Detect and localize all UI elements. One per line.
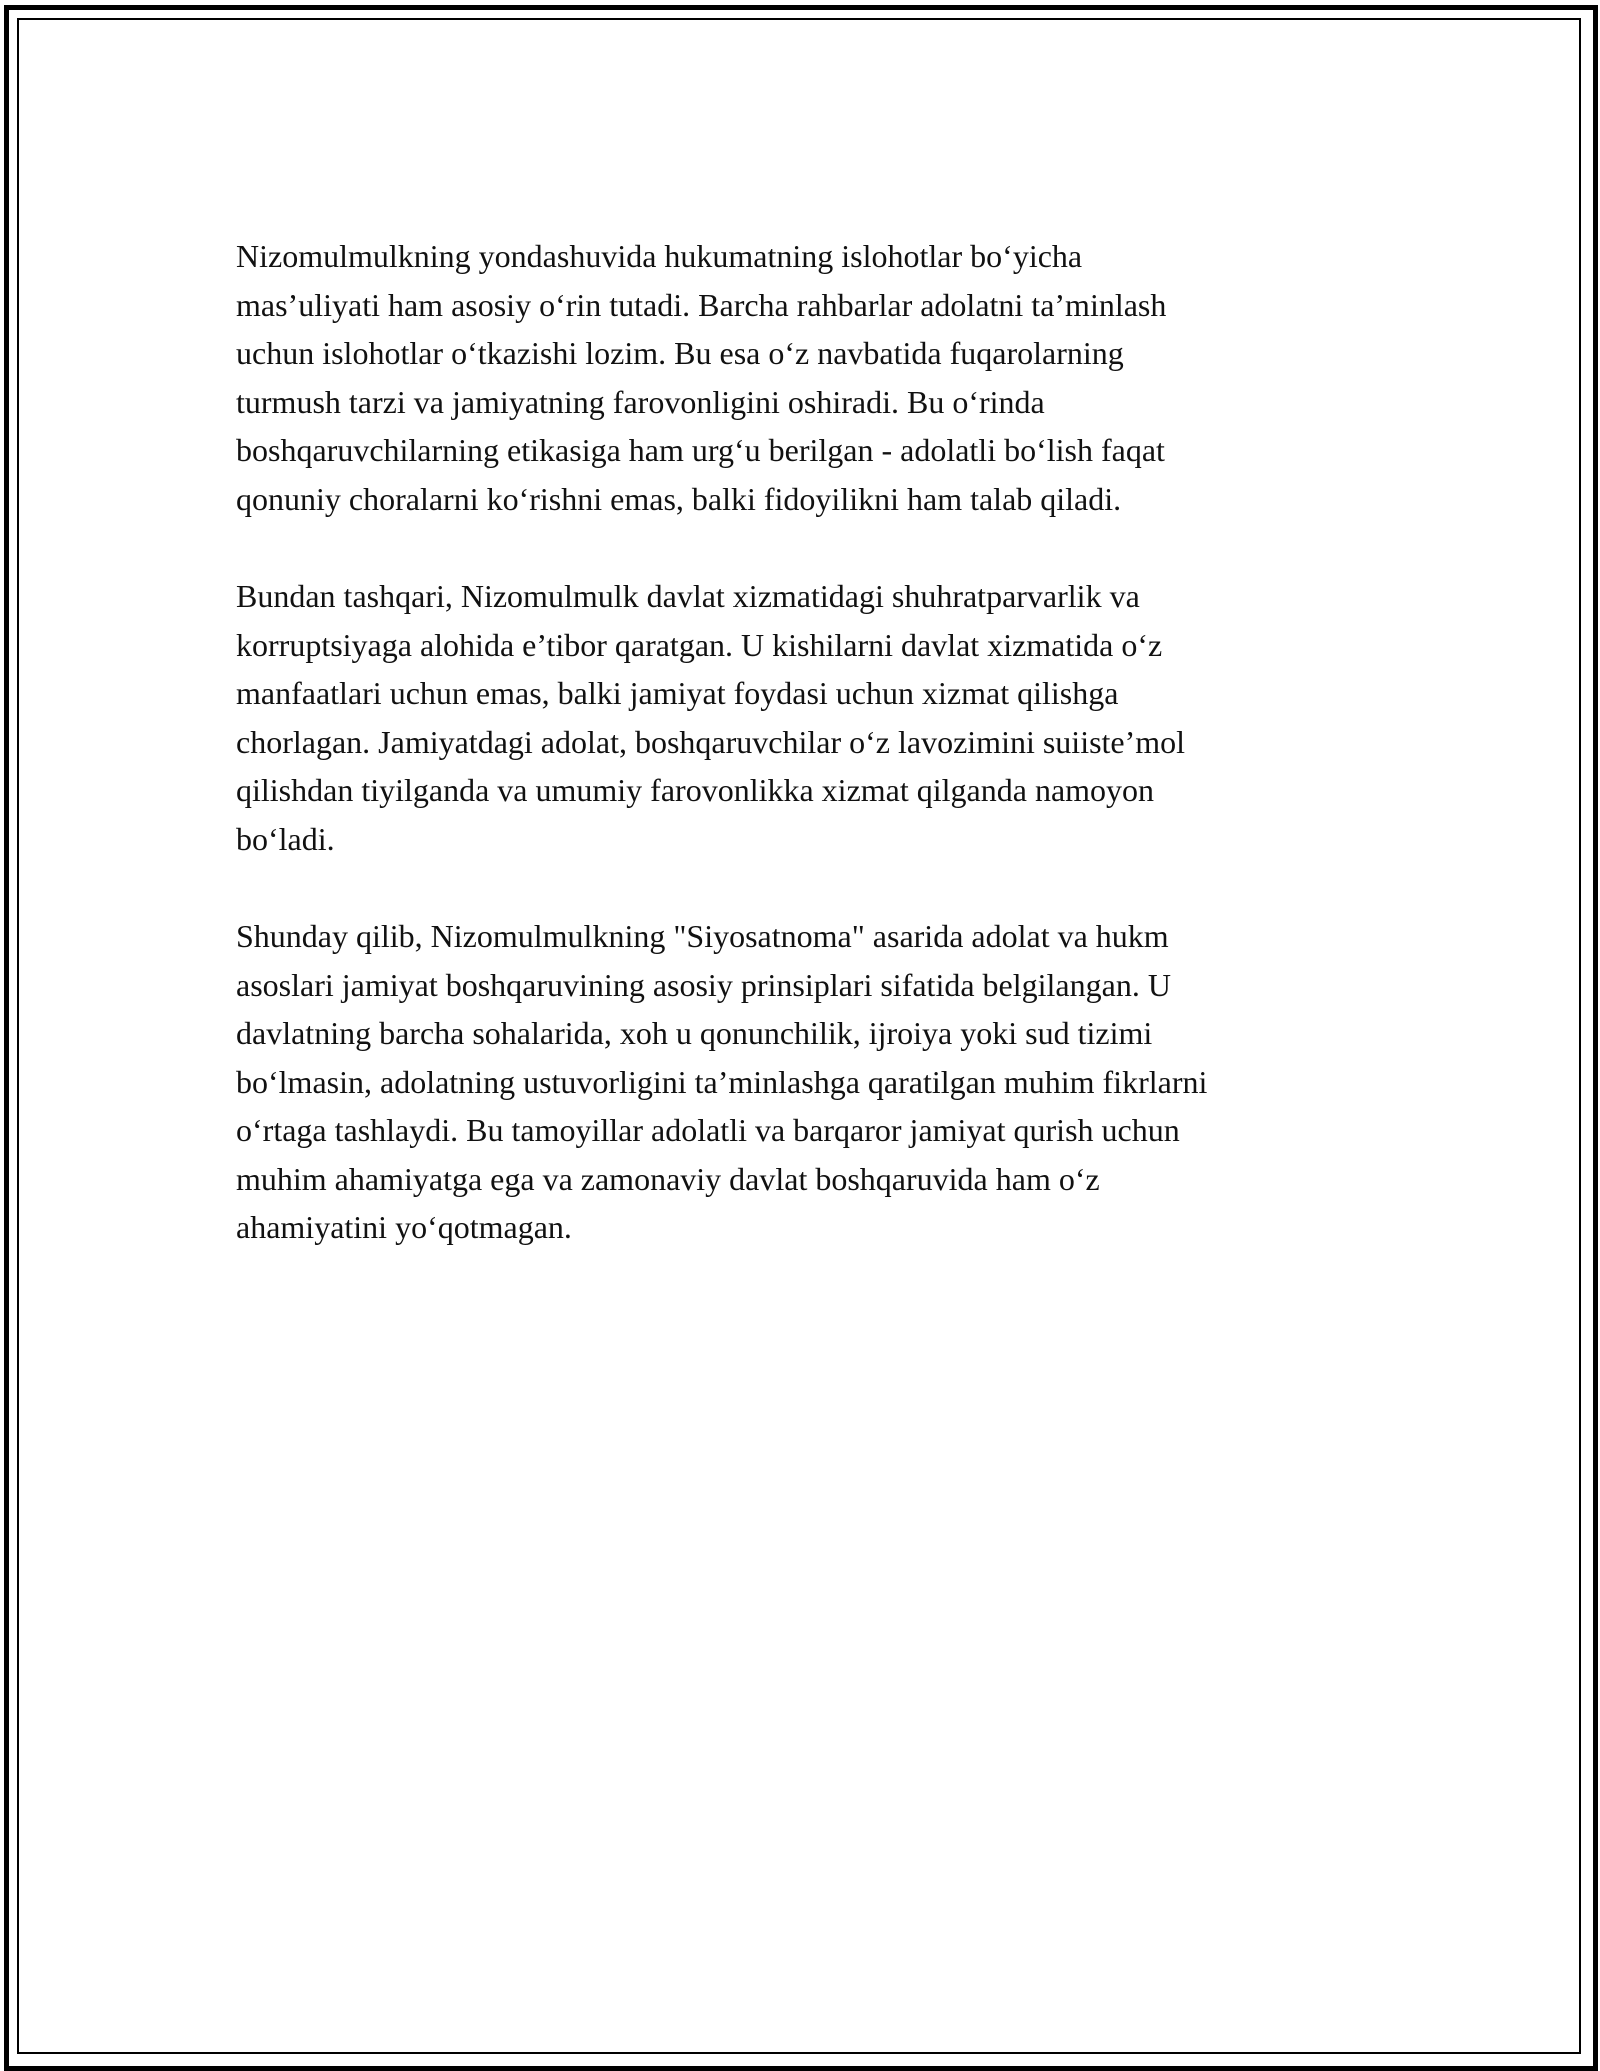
paragraph-line: boshqaruvchilarning etikasiga ham urg‘u berilgan - adolatli bo‘lish faqat xyxy=(236,432,1165,468)
paragraph-line: o‘rtaga tashlaydi. Bu tamoyillar adolatli va barqaror jamiyat qurish uchun xyxy=(236,1112,1180,1148)
paragraph-3 xyxy=(236,912,1356,1252)
paragraph-line: qonuniy choralarni ko‘rishni emas, balki fidoyilikni ham talab qiladi. xyxy=(236,480,1122,517)
paragraph-line: turmush tarzi va jamiyatning farovonligini oshiradi. Bu o‘rinda xyxy=(236,383,1045,420)
paragraph-line: muhim ahamiyatga ega va zamonaviy davlat boshqaruvida ham o‘z xyxy=(236,1160,1100,1197)
paragraph-line: manfaatlari uchun emas, balki jamiyat foydasi uchun xizmat qilishga xyxy=(236,675,1119,711)
paragraph-2 xyxy=(236,572,1356,863)
paragraph-line: chorlagan. Jamiyatdagi adolat, boshqaruvchilar o‘z lavozimini suiiste’mol xyxy=(236,723,1186,760)
paragraph-line: qilishdan tiyilganda va umumiy farovonlikka xizmat qilganda namoyon xyxy=(236,772,1155,808)
paragraph-line: mas’uliyati ham asosiy o‘rin tutadi. Barcha rahbarlar adolatni ta’minlash xyxy=(236,286,1167,323)
paragraph-line: Bundan tashqari, Nizomulmulk davlat xizmatidagi shuhratparvarlik va xyxy=(236,578,1140,614)
paragraph-line: Shunday qilib, Nizomulmulkning "Siyosatnoma" asarida adolat va hukm xyxy=(236,918,1169,954)
paragraph-line: Nizomulmulkning yondashuvida hukumatning islohotlar bo‘yicha xyxy=(236,238,1083,274)
paragraph-line: davlatning barcha sohalarida, xoh u qonunchilik, ijroiya yoki sud tizimi xyxy=(236,1015,1153,1051)
paragraph-line: bo‘lmasin, adolatning ustuvorligini ta’minlashga qaratilgan muhim fikrlarni xyxy=(236,1063,1208,1100)
paragraph-line: korruptsiyaga alohida e’tibor qaratgan. U kishilarni davlat xizmatida o‘z xyxy=(236,626,1163,663)
paragraph-1 xyxy=(236,232,1356,523)
paragraph-line: asoslari jamiyat boshqaruvining asosiy prinsiplari sifatida belgilangan. U xyxy=(236,966,1171,1003)
paragraph-line: bo‘ladi. xyxy=(236,820,335,857)
paragraph-line: uchun islohotlar o‘tkazishi lozim. Bu esa o‘z navbatida fuqarolarning xyxy=(236,335,1124,371)
document-body xyxy=(236,232,1356,1301)
paragraph-line: ahamiyatini yo‘qotmagan. xyxy=(236,1209,572,1245)
